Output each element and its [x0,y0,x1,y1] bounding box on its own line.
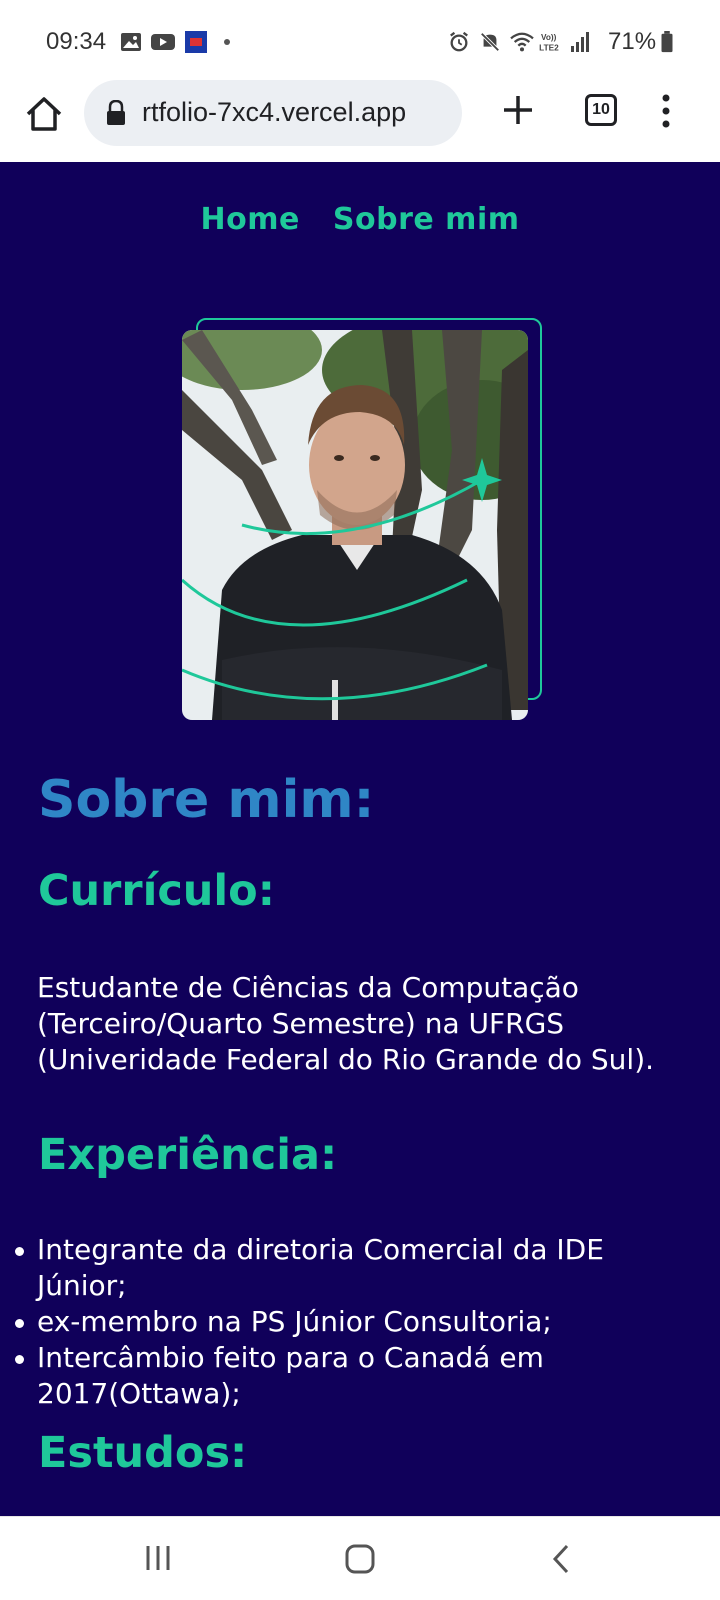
nav-about-link[interactable]: Sobre mim [332,202,520,237]
curriculum-heading: Currículo: [38,866,275,916]
mute-icon [478,31,502,53]
nav-home-link[interactable]: Home [200,202,300,237]
status-time: 09:34 [46,28,107,55]
battery-icon [660,31,674,53]
portfolio-page [0,162,720,1516]
back-icon[interactable] [550,1543,572,1575]
browser-toolbar [0,80,720,162]
url-text[interactable]: rtfolio-7xc4.vercel.app [142,97,407,127]
home-nav-icon[interactable] [344,1543,376,1575]
site-nav [0,202,720,237]
svg-text:Vo)): Vo)) [541,33,557,43]
alarm-icon [447,31,471,53]
status-bar [0,0,720,80]
new-tab-icon[interactable] [500,92,536,128]
curriculum-text: Estudante de Ciências da Computação (Terceiro/Quarto Semestre) na UFRGS (Univeridade Federal do Rio Grande do Sul). [37,971,655,1076]
list-item: Intercâmbio feito para o Canadá em 2017(Ottawa); [37,1340,687,1412]
youtube-icon [150,31,176,53]
about-heading: Sobre mim: [38,770,375,830]
more-menu-icon[interactable] [660,94,672,128]
wifi-icon [508,31,536,53]
recent-apps-icon[interactable] [144,1543,172,1573]
home-icon[interactable] [22,92,66,136]
lock-icon [106,100,126,126]
studies-heading: Estudos: [38,1428,248,1478]
experience-heading: Experiência: [38,1130,338,1180]
gallery-icon [120,31,142,53]
list-item: ex-membro na PS Júnior Consultoria; [37,1304,687,1340]
experience-list [37,1232,687,1412]
svg-text:LTE2: LTE2 [539,43,559,53]
signal-icon [570,31,592,53]
app-icon [184,31,208,53]
battery-level: 71% [608,28,657,55]
address-bar[interactable] [84,80,462,146]
list-item: Integrante da diretoria Comercial da IDE Júnior; [37,1232,687,1304]
volte-icon [538,31,566,53]
system-nav-bar [0,1516,720,1600]
dot-icon [222,31,232,53]
tab-switcher-button[interactable]: 10 [585,94,617,126]
profile-photo [182,330,528,720]
